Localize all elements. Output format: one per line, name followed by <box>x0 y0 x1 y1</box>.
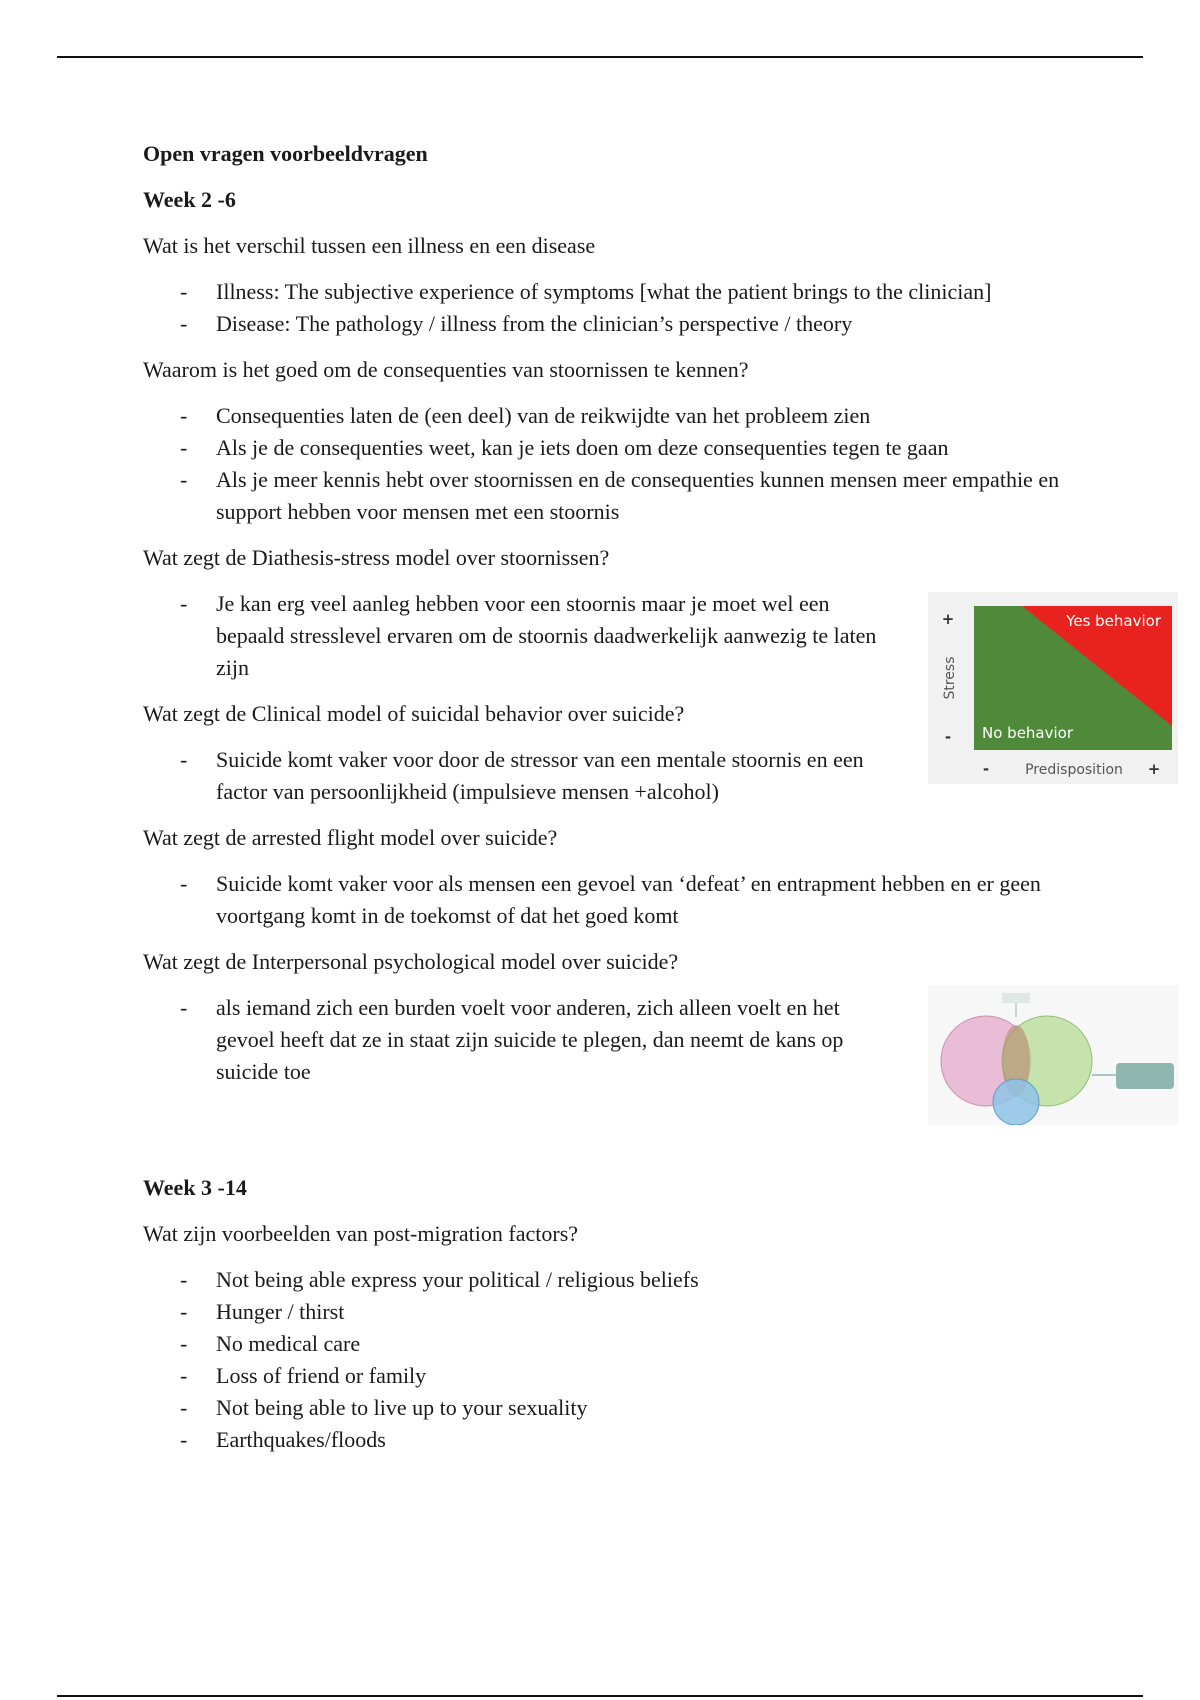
no-behavior-label: No behavior <box>982 724 1074 742</box>
question-diathesis-stress: Wat zegt de Diathesis-stress model over stoornissen? <box>143 545 610 570</box>
bottom-rule <box>57 1695 1143 1697</box>
list-item: - Hunger / thirst <box>143 1296 1063 1328</box>
lethal-attempt-box <box>1116 1063 1174 1089</box>
question-post-migration: Wat zijn voorbeelden van post-migration factors? <box>143 1221 579 1246</box>
list-item: - Als je meer kennis hebt over stoornissen en de consequenties kunnen mensen meer empathie en support hebben voor mensen met een stoornis <box>143 464 1063 528</box>
answer-list-clinical-model <box>143 744 883 808</box>
question-illness-disease: Wat is het verschil tussen een illness en een disease <box>143 233 596 258</box>
list-item: - Suicide komt vaker voor als mensen een gevoel van ‘defeat’ en entrapment hebben en er geen voortgang komt in de toekomst of dat het goed komt <box>143 868 1063 932</box>
list-item: - Consequenties laten de (een deel) van de reikwijdte van het probleem zien <box>143 400 1063 432</box>
week-heading-3-14: Week 3 -14 <box>143 1175 247 1200</box>
y-axis-plus: + <box>941 610 955 628</box>
list-item: - Je kan erg veel aanleg hebben voor een stoornis maar je moet wel een bepaald stresslevel ervaren om de stoornis daadwerkelijk aanwezig te laten zijn <box>143 588 883 684</box>
list-item: - Not being able to live up to your sexuality <box>143 1392 1063 1424</box>
answer-list-diathesis-stress <box>143 588 883 684</box>
answer-list-post-migration <box>143 1264 1063 1456</box>
list-item: - No medical care <box>143 1328 1063 1360</box>
document-title: Open vragen voorbeeldvragen <box>143 141 428 166</box>
document-body <box>143 138 1063 1470</box>
x-axis-plus: + <box>1147 760 1161 778</box>
question-consequences: Waarom is het goed om de consequenties van stoornissen te kennen? <box>143 357 749 382</box>
answer-list-consequences <box>143 400 1063 528</box>
answer-list-arrested-flight <box>143 868 1063 932</box>
top-annotation-block <box>1002 993 1030 1003</box>
question-clinical-model: Wat zegt de Clinical model of suicidal behavior over suicide? <box>143 701 685 726</box>
list-item: - Loss of friend or family <box>143 1360 1063 1392</box>
y-axis-label: Stress <box>942 656 958 700</box>
x-axis-minus: - <box>982 760 990 778</box>
diathesis-stress-figure <box>928 592 1178 784</box>
capability-circle <box>993 1079 1039 1125</box>
y-axis-minus: - <box>944 728 952 746</box>
question-arrested-flight: Wat zegt de arrested flight model over suicide? <box>143 825 558 850</box>
top-rule <box>57 56 1143 58</box>
week-heading-2-6: Week 2 -6 <box>143 187 236 212</box>
list-item: - als iemand zich een burden voelt voor anderen, zich alleen voelt en het gevoel heeft dat ze in staat zijn suicide te plegen, dan neemt de kans op suicide toe <box>143 992 883 1088</box>
yes-behavior-label: Yes behavior <box>1066 612 1161 630</box>
section-spacer <box>143 1102 1063 1172</box>
list-item: - Suicide komt vaker voor door de stressor van een mentale stoornis en een factor van persoonlijkheid (impulsieve mensen +alcohol) <box>143 744 883 808</box>
answer-list-illness-disease <box>143 276 1063 340</box>
answer-list-interpersonal-model <box>143 992 883 1088</box>
question-interpersonal-model: Wat zegt de Interpersonal psychological model over suicide? <box>143 949 679 974</box>
list-item: - Earthquakes/floods <box>143 1424 1063 1456</box>
list-item: - Not being able express your political / religious beliefs <box>143 1264 1063 1296</box>
interpersonal-venn-figure <box>928 985 1178 1125</box>
list-item: - Disease: The pathology / illness from the clinician’s perspective / theory <box>143 308 1063 340</box>
x-axis-label: Predisposition <box>1025 762 1123 778</box>
list-item: - Als je de consequenties weet, kan je iets doen om deze consequenties tegen te gaan <box>143 432 1063 464</box>
list-item: - Illness: The subjective experience of symptoms [what the patient brings to the clinician] <box>143 276 1063 308</box>
